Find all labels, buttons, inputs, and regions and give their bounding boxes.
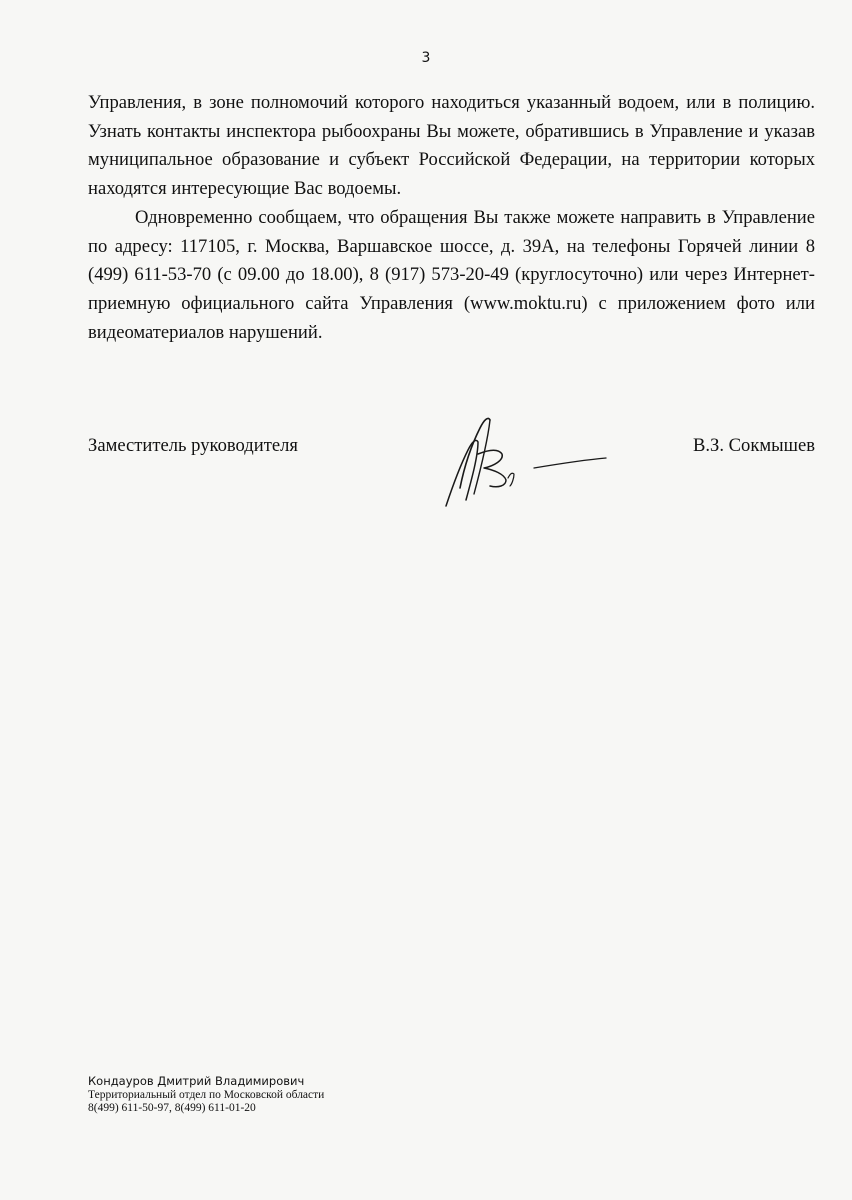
paragraph-continuation: Управления, в зоне полномочий которого находиться указанный водоем, или в полицию. Узнать контакты инспектора рыбоохраны Вы можете, обратившись в Управление и указав муниципальное образование и субъект Российской Федерации, на территории которых находятся интересующие Вас водоемы.: [88, 92, 815, 200]
signatory-name: В.З. Сокмышев: [692, 435, 815, 456]
executor-name: Кондауров Дмитрий Владимирович: [88, 1074, 305, 1088]
executor-department: Территориальный отдел по Московской области: [88, 1088, 325, 1101]
executor-phones: 8(499) 611-50-97, 8(499) 611-01-20: [88, 1102, 256, 1115]
letter-body: [88, 89, 815, 347]
signatory-title: Заместитель руководителя: [88, 435, 298, 456]
page-number: 3: [421, 50, 431, 66]
executor-info: [88, 1075, 508, 1116]
paragraph-contacts: Одновременно сообщаем, что обращения Вы также можете направить в Управление по адресу: 117105, г. Москва, Варшавское шоссе, д. 39А, на телефоны Горячей линии 8 (499) 611-53-70 (с 09.00 до 18.00), 8 (917) 573-20-49 (круглосуточно) или через Интернет-приемную официального сайта Управления (www.moktu.ru) с приложением фото или видеоматериалов нарушений.: [88, 206, 815, 343]
handwritten-signature: [438, 408, 613, 518]
